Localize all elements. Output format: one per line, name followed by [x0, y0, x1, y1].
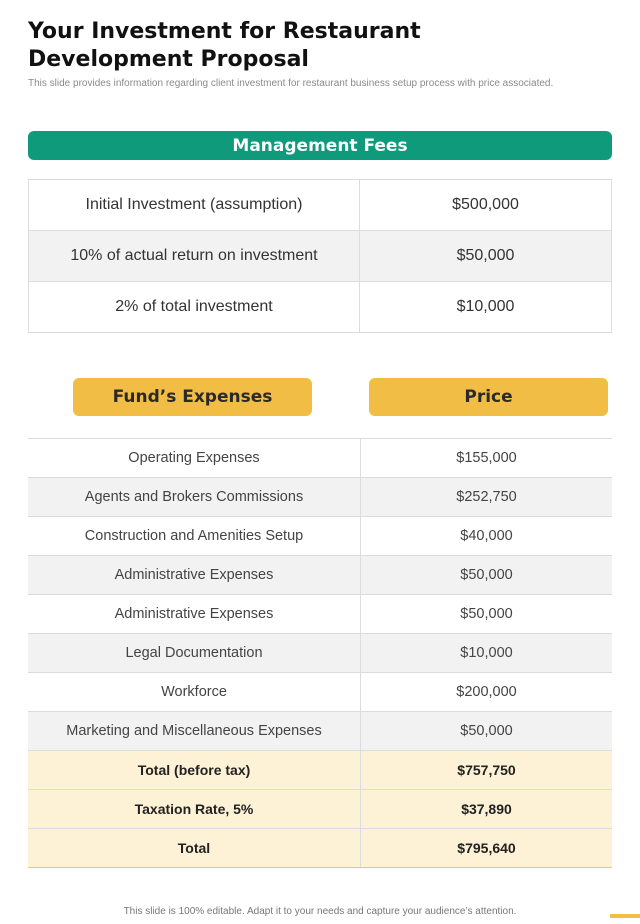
total-label: Taxation Rate, 5% — [28, 790, 361, 829]
fee-value: $50,000 — [360, 231, 612, 282]
expense-value: $10,000 — [361, 634, 613, 673]
total-row — [28, 829, 612, 868]
page-subtitle: This slide provides information regarding client investment for restaurant business setup process with price associated. — [28, 78, 554, 89]
total-value: $795,640 — [361, 829, 613, 868]
total-row — [28, 751, 612, 790]
expense-value: $50,000 — [361, 556, 613, 595]
footer-note: This slide is 100% editable. Adapt it to your needs and capture your audience’s attention. — [123, 906, 517, 917]
expense-label: Administrative Expenses — [28, 556, 361, 595]
total-value: $37,890 — [361, 790, 613, 829]
fee-label: Initial Investment (assumption) — [29, 180, 360, 231]
table-row — [28, 517, 612, 556]
table-row — [28, 595, 612, 634]
table-row — [28, 673, 612, 712]
total-label: Total (before tax) — [28, 751, 361, 790]
page-title: Your Investment for Restaurant Development Proposal — [28, 19, 421, 72]
expense-label: Administrative Expenses — [28, 595, 361, 634]
expense-label: Construction and Amenities Setup — [28, 517, 361, 556]
management-fees-header: Management Fees — [28, 131, 612, 160]
table-row — [28, 439, 612, 478]
expense-label: Agents and Brokers Commissions — [28, 478, 361, 517]
expense-value: $40,000 — [361, 517, 613, 556]
table-row — [29, 231, 612, 282]
corner-accent-bar — [610, 914, 640, 918]
management-fees-table — [28, 179, 612, 333]
fee-label: 2% of total investment — [29, 282, 360, 333]
expense-label: Workforce — [28, 673, 361, 712]
expense-label: Legal Documentation — [28, 634, 361, 673]
fee-value: $500,000 — [360, 180, 612, 231]
table-row — [28, 634, 612, 673]
fee-label: 10% of actual return on investment — [29, 231, 360, 282]
price-header: Price — [369, 378, 608, 416]
table-row — [28, 556, 612, 595]
expenses-table — [28, 438, 612, 868]
expense-value: $50,000 — [361, 712, 613, 751]
table-row — [28, 712, 612, 751]
expense-label: Operating Expenses — [28, 439, 361, 478]
table-row — [29, 180, 612, 231]
expense-value: $50,000 — [361, 595, 613, 634]
expense-value: $200,000 — [361, 673, 613, 712]
total-row — [28, 790, 612, 829]
total-label: Total — [28, 829, 361, 868]
table-row — [28, 478, 612, 517]
fee-value: $10,000 — [360, 282, 612, 333]
expense-label: Marketing and Miscellaneous Expenses — [28, 712, 361, 751]
expense-value: $155,000 — [361, 439, 613, 478]
table-row — [29, 282, 612, 333]
expense-value: $252,750 — [361, 478, 613, 517]
funds-expenses-header: Fund’s Expenses — [73, 378, 312, 416]
total-value: $757,750 — [361, 751, 613, 790]
